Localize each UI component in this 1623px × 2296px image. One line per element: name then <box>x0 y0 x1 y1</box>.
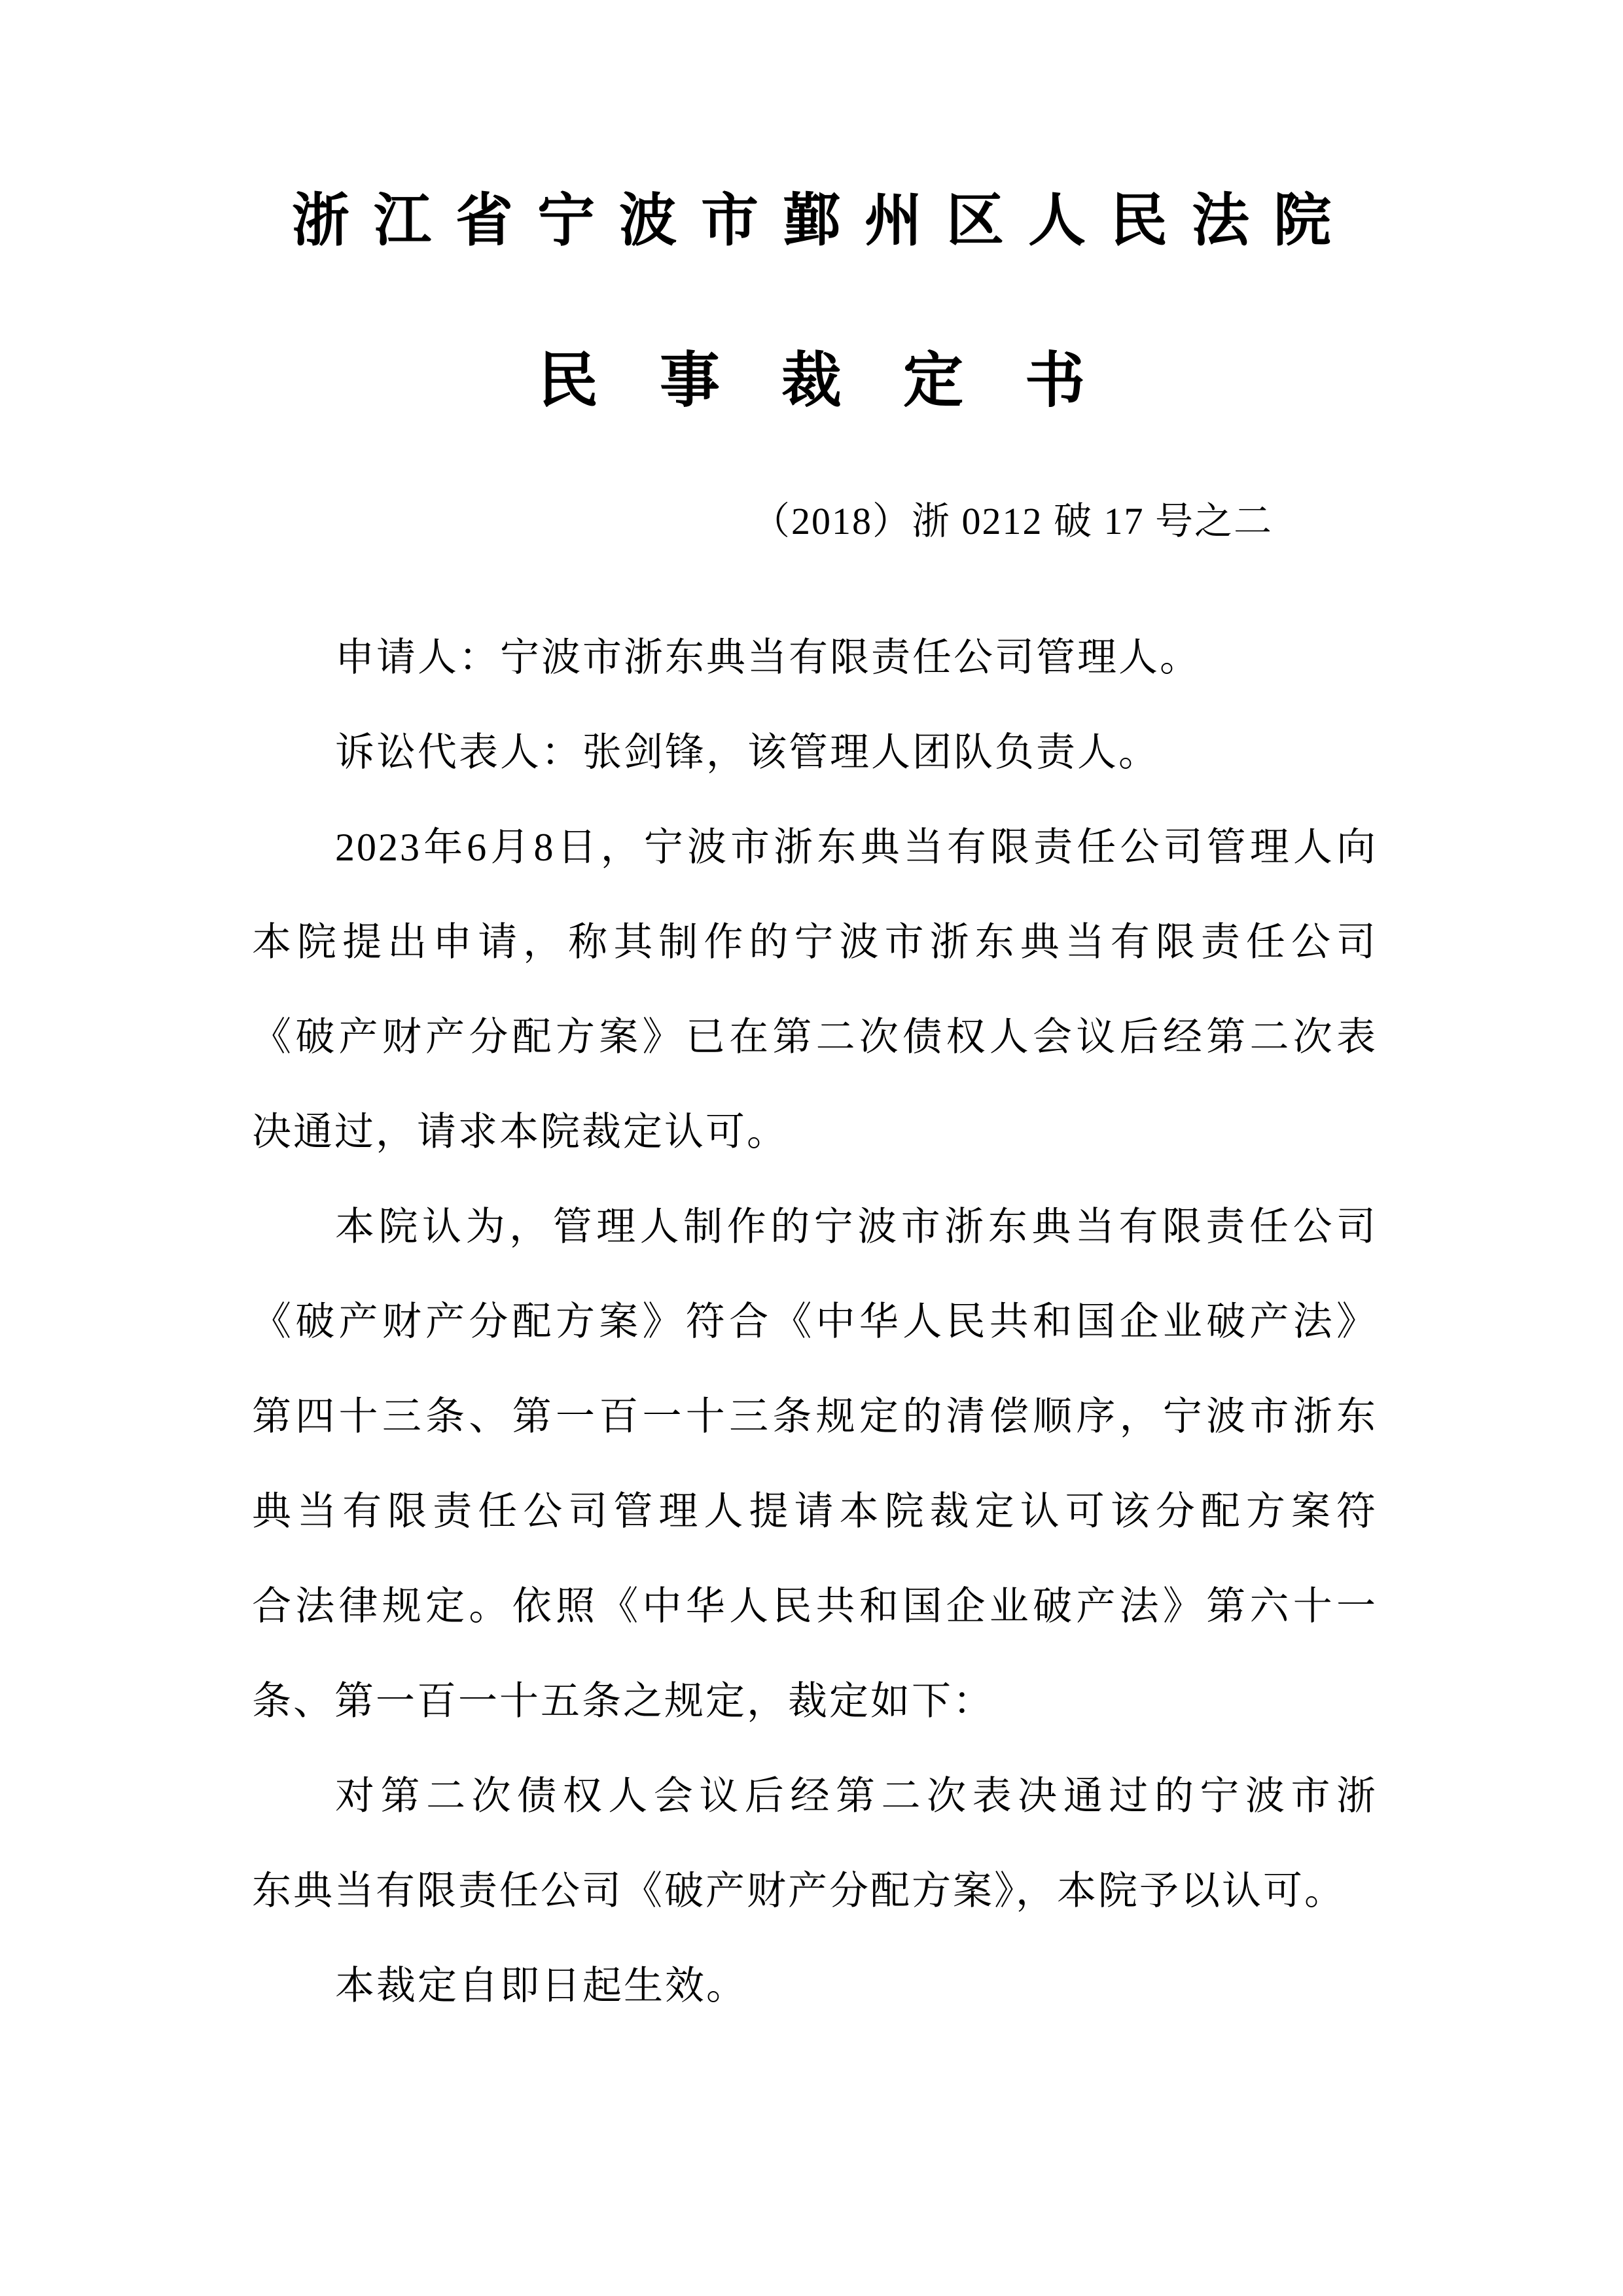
body-line: 条、第一百一十五条之规定，裁定如下： <box>252 1680 994 1723</box>
document-type-title: 民事裁定书 <box>537 347 1147 414</box>
body-line: 本裁定自即日起生效。 <box>335 1964 747 2007</box>
body-line: 第四十三条、第一百一十三条规定的清偿顺序，宁波市浙东 <box>252 1395 1378 1438</box>
body-line: 对第二次债权人会议后经第二次表决通过的宁波市浙 <box>335 1775 1378 1818</box>
body-line: 2023年6月8日，宁波市浙东典当有限责任公司管理人向 <box>335 826 1378 869</box>
body-line: 诉讼代表人：张剑锋，该管理人团队负责人。 <box>335 731 1160 774</box>
body-line: 东典当有限责任公司《破产财产分配方案》，本院予以认可。 <box>252 1869 1346 1913</box>
body-line: 决通过，请求本院裁定认可。 <box>252 1110 788 1154</box>
document-body <box>252 610 1378 2034</box>
case-number: （2018）浙 0212 破 17 号之二 <box>751 500 1273 542</box>
body-line: 本院提出申请，称其制作的宁波市浙东典当有限责任公司 <box>252 921 1378 964</box>
body-line: 本院认为，管理人制作的宁波市浙东典当有限责任公司 <box>335 1205 1378 1248</box>
body-line: 《破产财产分配方案》符合《中华人民共和国企业破产法》 <box>252 1300 1378 1343</box>
body-line: 合法律规定。依照《中华人民共和国企业破产法》第六十一 <box>252 1585 1378 1628</box>
body-line: 《破产财产分配方案》已在第二次债权人会议后经第二次表 <box>252 1016 1378 1059</box>
court-name-title: 浙江省宁波市鄞州区人民法院 <box>291 190 1355 253</box>
body-line: 典当有限责任公司管理人提请本院裁定认可该分配方案符 <box>252 1490 1378 1533</box>
body-line: 申请人：宁波市浙东典当有限责任公司管理人。 <box>335 636 1201 679</box>
